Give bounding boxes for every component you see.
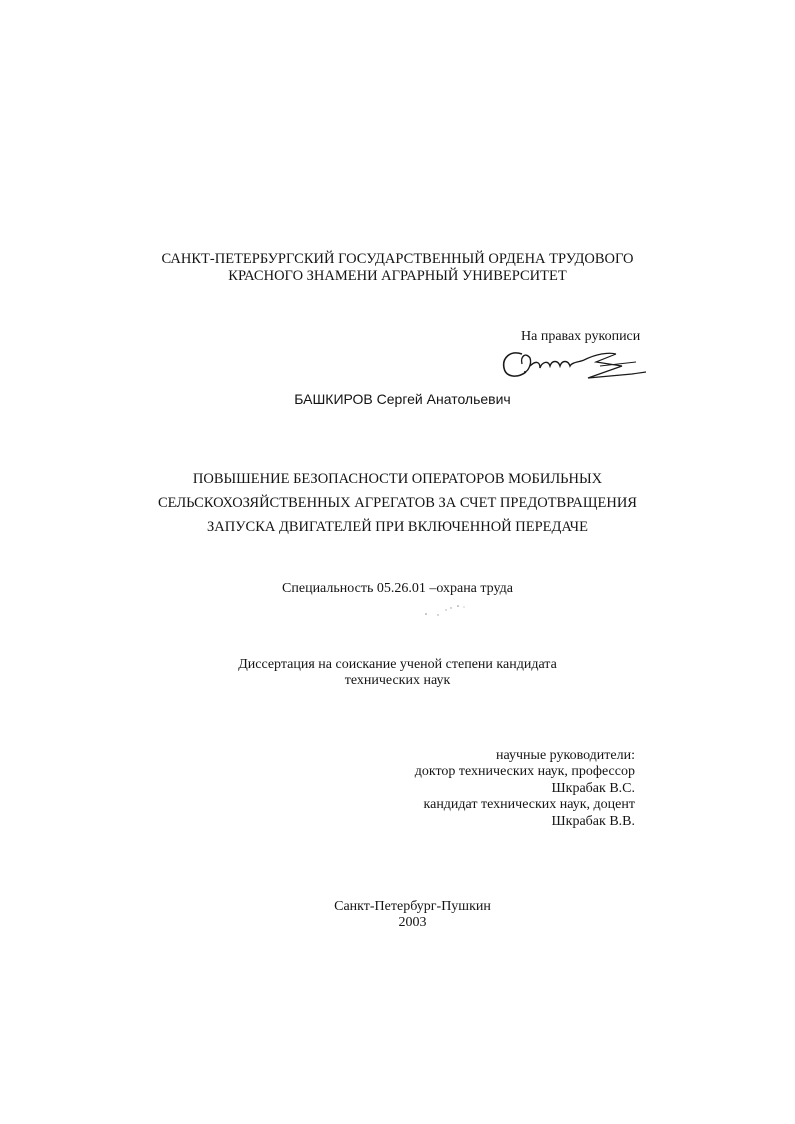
supervisor-2-title: кандидат технических наук, доцент xyxy=(423,797,635,813)
author-name: БАШКИРОВ Сергей Анатольевич xyxy=(294,391,511,407)
supervisor-1-title: доктор технических наук, профессор xyxy=(414,764,635,780)
title-line-3: ЗАПУСКА ДВИГАТЕЛЕЙ ПРИ ВКЛЮЧЕННОЙ ПЕРЕДАЧЕ xyxy=(207,519,588,535)
specialty: Специальность 05.26.01 –охрана труда xyxy=(282,581,513,596)
manuscript-note: На правах рукописи xyxy=(521,329,641,344)
degree-line-2: технических наук xyxy=(344,673,451,688)
institution-line-1: САНКТ-ПЕТЕРБУРГСКИЙ ГОСУДАРСТВЕННЫЙ ОРДЕНА ТРУДОВОГО xyxy=(161,251,634,267)
signature-image xyxy=(496,342,654,384)
degree-line-1: Диссертация на соискание ученой степени кандидата xyxy=(238,657,557,672)
supervisor-1-name: Шкрабак В.С. xyxy=(551,780,635,796)
title-line-2: СЕЛЬСКОХОЗЯЙСТВЕННЫХ АГРЕГАТОВ ЗА СЧЕТ ПРЕДОТВРАЩЕНИЯ xyxy=(158,495,637,511)
year: 2003 xyxy=(398,915,427,930)
scan-specks xyxy=(418,600,478,620)
place: Санкт-Петербург-Пушкин xyxy=(334,899,491,914)
institution-line-2: КРАСНОГО ЗНАМЕНИ АГРАРНЫЙ УНИВЕРСИТЕТ xyxy=(228,268,567,284)
title-line-1: ПОВЫШЕНИЕ БЕЗОПАСНОСТИ ОПЕРАТОРОВ МОБИЛЬНЫХ xyxy=(192,471,603,487)
supervisor-2-name: Шкрабак В.В. xyxy=(551,813,635,829)
supervisors-heading: научные руководители: xyxy=(496,748,635,763)
supervisors-block xyxy=(415,748,635,830)
